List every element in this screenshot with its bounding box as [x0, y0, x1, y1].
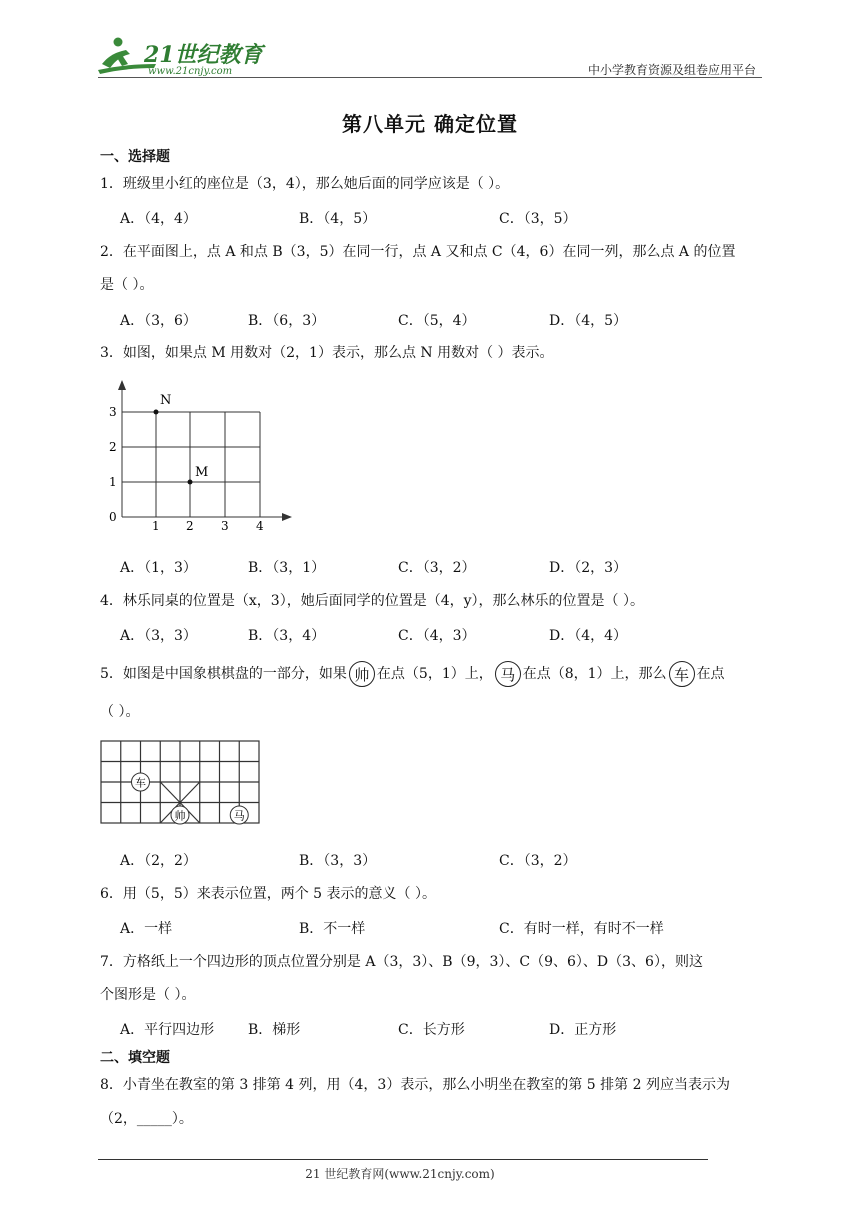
- q2-option-b[interactable]: B．（6，3）: [248, 313, 326, 329]
- y-tick-1: 1: [109, 475, 117, 489]
- q3-option-a[interactable]: A．（1，3）: [120, 560, 197, 576]
- che-board-icon: [132, 773, 150, 791]
- question-3: 3．如图，如果点 M 用数对（2，1）表示，那么点 N 用数对（ ）表示。: [100, 345, 554, 361]
- question-8-line2[interactable]: （2，_____）。: [100, 1111, 193, 1127]
- section-choice: 一、选择题: [100, 149, 170, 165]
- point-m-label: M: [195, 465, 209, 480]
- q5-text-2: 在点（5，1）上，: [376, 666, 493, 682]
- q3-option-b[interactable]: B．（3，1）: [248, 560, 326, 576]
- shuai-piece-icon: 帅: [349, 661, 375, 687]
- page-title: 第八单元 确定位置: [342, 112, 518, 136]
- q6-option-a[interactable]: A．一样: [120, 921, 173, 937]
- q5-text-4: 在点: [696, 666, 725, 682]
- q7-option-b[interactable]: B．梯形: [248, 1022, 301, 1038]
- q6-option-c[interactable]: C．有时一样，有时不一样: [499, 921, 664, 937]
- y-tick-3: 3: [109, 405, 117, 419]
- q2-option-c[interactable]: C．（5，4）: [398, 313, 476, 329]
- q5-option-b[interactable]: B．（3，3）: [299, 853, 377, 869]
- q4-option-a[interactable]: A．（3，3）: [120, 628, 197, 644]
- q1-option-a[interactable]: A．（4，4）: [120, 211, 197, 227]
- svg-text:车: 车: [135, 776, 146, 790]
- question-6: 6．用（5，5）来表示位置，两个 5 表示的意义（ ）。: [100, 886, 436, 902]
- q1-option-c[interactable]: C．（3，5）: [499, 211, 577, 227]
- question-5-line1: [100, 660, 725, 688]
- question-1: 1．班级里小红的座位是（3，4），那么她后面的同学应该是（ ）。: [100, 176, 510, 192]
- q2-option-d[interactable]: D．（4，5）: [549, 313, 628, 329]
- q7-option-d[interactable]: D．正方形: [549, 1022, 617, 1038]
- point-m: [188, 480, 193, 485]
- che-piece-icon: 车: [669, 661, 695, 687]
- footer-divider: [98, 1159, 708, 1160]
- q4-option-b[interactable]: B．（3，4）: [248, 628, 326, 644]
- q5-text-3: 在点（8，1）上，那么: [522, 666, 667, 682]
- header-divider: [98, 77, 762, 78]
- x-tick-1: 1: [152, 519, 160, 533]
- question-5-line2: （ ）。: [100, 704, 140, 720]
- question-2-line1: 2．在平面图上，点 A 和点 B（3，5）在同一行，点 A 又和点 C（4，6）在同一列，那么点 A 的位置: [100, 244, 736, 260]
- svg-text:马: 马: [233, 809, 245, 823]
- question-4: 4．林乐同桌的位置是（x，3），她后面同学的位置是（4，y），那么林乐的位置是（ ）。: [100, 593, 644, 609]
- x-tick-4: 4: [256, 519, 264, 533]
- q3-option-d[interactable]: D．（2，3）: [549, 560, 628, 576]
- coordinate-grid-figure: [100, 378, 300, 538]
- point-n: [154, 410, 159, 415]
- logo-url: www.21cnjy.com: [148, 66, 233, 77]
- q3-option-c[interactable]: C．（3，2）: [398, 560, 476, 576]
- q4-option-c[interactable]: C．（4，3）: [398, 628, 476, 644]
- x-tick-3: 3: [221, 519, 229, 533]
- platform-name: 中小学教育资源及组卷应用平台: [587, 63, 756, 77]
- ma-board-icon: [230, 806, 248, 824]
- question-7-line2: 个图形是（ ）。: [100, 987, 196, 1003]
- logo-text: 21世纪教育: [144, 42, 263, 68]
- y-axis-arrow-icon: [118, 380, 126, 390]
- section-fill: 二、填空题: [100, 1050, 170, 1066]
- svg-text:帅: 帅: [174, 809, 186, 823]
- question-2-line2: 是（ ）。: [100, 277, 154, 293]
- q4-option-d[interactable]: D．（4，4）: [549, 628, 628, 644]
- q2-option-a[interactable]: A．（3，6）: [120, 313, 197, 329]
- y-tick-2: 2: [109, 440, 117, 454]
- q7-option-a[interactable]: A．平行四边形: [120, 1022, 215, 1038]
- ma-piece-icon: 马: [495, 661, 521, 687]
- x-tick-0: 0: [109, 510, 117, 524]
- q5-option-c[interactable]: C．（3，2）: [499, 853, 577, 869]
- point-n-label: N: [160, 393, 172, 408]
- footer-text[interactable]: 21 世纪教育网(www.21cnjy.com): [305, 1167, 495, 1181]
- x-tick-2: 2: [186, 519, 194, 533]
- shuai-board-icon: [171, 806, 189, 824]
- q5-option-a[interactable]: A．（2，2）: [120, 853, 197, 869]
- q5-text-1: 5．如图是中国象棋棋盘的一部分，如果: [100, 666, 347, 682]
- question-8-line1: 8．小青坐在教室的第 3 排第 4 列，用（4，3）表示，那么小明坐在教室的第 5 排第 2 列应当表示为: [100, 1077, 730, 1093]
- q6-option-b[interactable]: B．不一样: [299, 921, 366, 937]
- q1-option-b[interactable]: B．（4，5）: [299, 211, 377, 227]
- logo: [96, 34, 266, 78]
- x-axis-arrow-icon: [282, 513, 292, 521]
- question-7-line1: 7．方格纸上一个四边形的顶点位置分别是 A（3，3）、B（9，3）、C（9、6）、D（3、6），则这: [100, 954, 703, 970]
- q7-option-c[interactable]: C．长方形: [398, 1022, 465, 1038]
- chess-board-figure: [100, 740, 262, 826]
